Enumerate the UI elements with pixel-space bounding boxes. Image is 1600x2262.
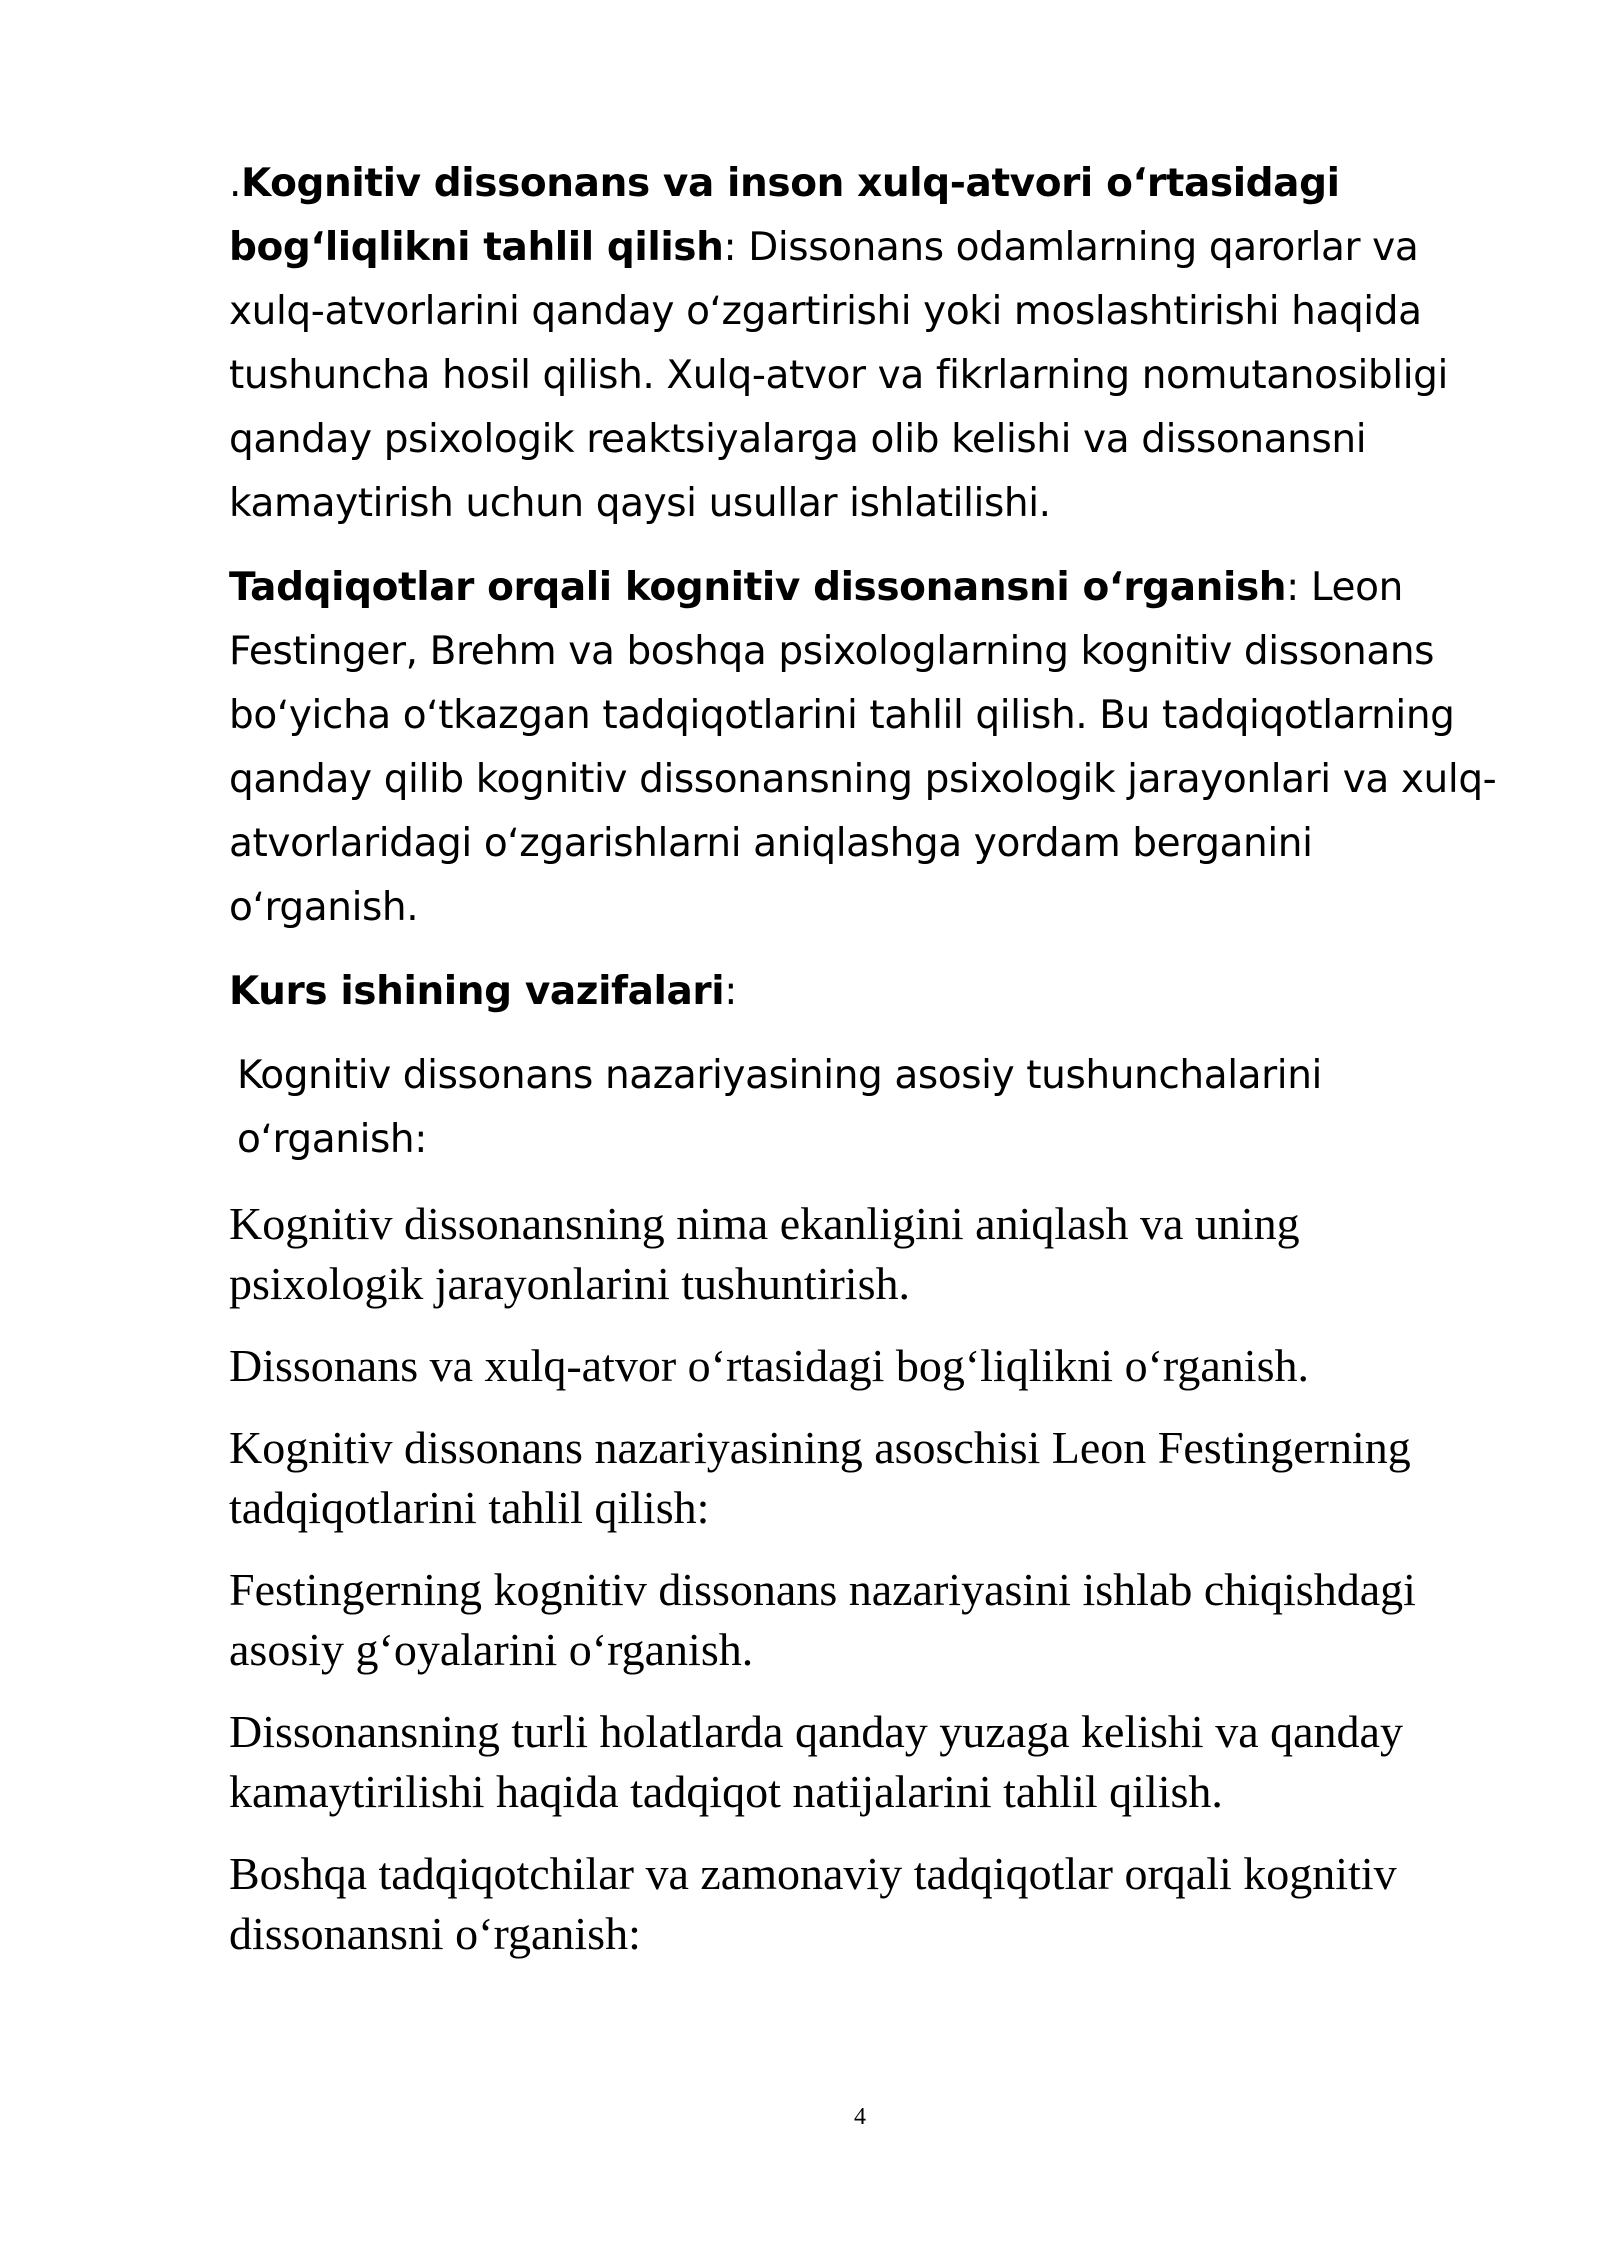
- task-item: Dissonansning turli holatlarda qanday yuzaga kelishi va qanday kamaytirilishi haqida tadqiqot natijalarini tahlil qilish.: [229, 1706, 1403, 1817]
- task-item: Festingerning kognitiv dissonans nazariyasini ishlab chiqishdagi asosiy gʻoyalarini oʻrganish.: [229, 1564, 1416, 1675]
- page-content: [229, 152, 1501, 1964]
- task-item: Kognitiv dissonans nazariyasining asoschisi Leon Festingerning tadqiqotlarini tahlil qilish:: [229, 1422, 1411, 1533]
- paragraph-body: : Dissonans odamlarning qarorlar va xulq-atvorlarini qanday oʻzgartirishi yoki moslashtirishi haqida tushuncha hosil qilish. Xulq-atvor va fikrlarning nomutanosibligi qanday psixologik reaktsiyalarga olib kelishi va dissonansni kamaytirish uchun qaysi usullar ishlatilishi.: [229, 225, 1448, 526]
- task-item: Kognitiv dissonansning nima ekanligini aniqlash va uning psixologik jarayonlarini tushuntirish.: [229, 1198, 1300, 1309]
- paragraph-task-intro: Kognitiv dissonans nazariyasining asosiy tushunchalarini oʻrganish:: [237, 1053, 1322, 1162]
- page-number: 4: [854, 2104, 866, 2130]
- task-item: Boshqa tadqiqotchilar va zamonaviy tadqiqotlar orqali kognitiv dissonansni oʻrganish:: [229, 1848, 1397, 1959]
- paragraph-lead: .: [229, 161, 241, 206]
- paragraph-body: : Leon Festinger, Brehm va boshqa psixologlarning kognitiv dissonans boʻyicha oʻtkazgan tadqiqotlarini tahlil qilish. Bu tadqiqotlarning qanday qilib kognitiv dissonansning psixologik jarayonlari va xulq-atvorlaridagi oʻzgarishlarni aniqlashga yordam berganini oʻrganish.: [229, 565, 1497, 930]
- heading-colon: :: [724, 969, 737, 1014]
- paragraph-heading: Tadqiqotlar orqali kognitiv dissonansni oʻrganish: [229, 565, 1287, 610]
- paragraph-research-goal: [229, 556, 1501, 940]
- paragraph-course-tasks-heading: [229, 960, 1501, 1024]
- paragraph-analysis-goal: [229, 152, 1501, 536]
- section-heading: Kurs ishining vazifalari: [229, 969, 725, 1014]
- paragraph-heading: Kognitiv dissonans va inson xulq-atvori oʻrtasidagi bogʻliqlikni tahlil qilish: [229, 161, 1340, 270]
- task-item: Dissonans va xulq-atvor oʻrtasidagi bogʻliqlikni oʻrganish.: [229, 1340, 1309, 1391]
